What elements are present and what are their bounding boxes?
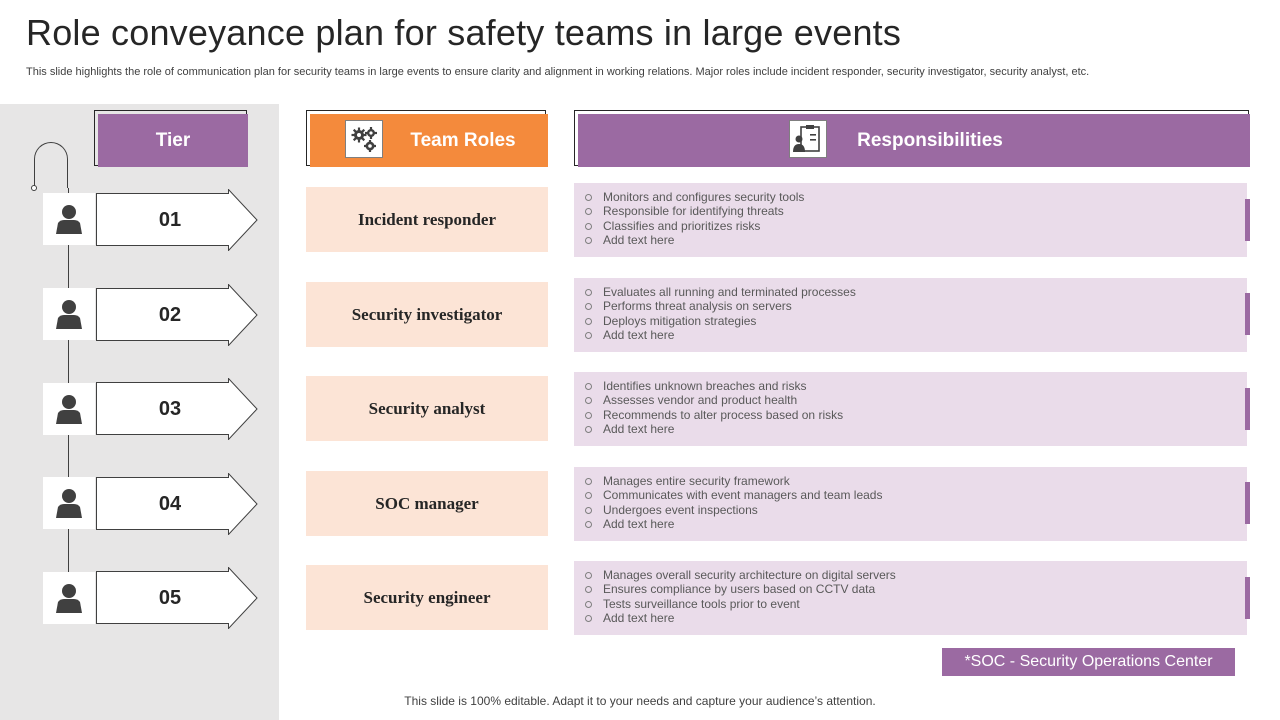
timeline-start-dot — [31, 185, 37, 191]
responsibility-tab — [1245, 388, 1250, 430]
tier-header-label: Tier — [155, 129, 191, 151]
responsibility-item: Add text here — [603, 422, 1247, 436]
timeline-hook — [34, 142, 68, 188]
clipboard-person-icon — [789, 120, 827, 158]
responsibility-item: Add text here — [603, 233, 1247, 247]
responsibility-item: Classifies and prioritizes risks — [603, 219, 1247, 233]
responsibility-item: Undergoes event inspections — [603, 503, 1247, 517]
responsibility-item: Identifies unknown breaches and risks — [603, 379, 1247, 393]
team-role: Security analyst — [306, 376, 548, 441]
responsibility-item: Add text here — [603, 611, 1247, 625]
responsibility-item: Responsible for identifying threats — [603, 204, 1247, 218]
responsibilities-box — [574, 278, 1247, 352]
responsibilities-header — [578, 114, 1250, 167]
person-icon — [55, 488, 83, 518]
person-icon — [55, 583, 83, 613]
tier-avatar — [43, 477, 95, 529]
responsibility-item: Manages entire security framework — [603, 474, 1247, 488]
responsibilities-header-label: Responsibilities — [857, 129, 1003, 151]
responsibility-item: Deploys mitigation strategies — [603, 314, 1247, 328]
responsibility-item: Ensures compliance by users based on CCTV data — [603, 582, 1247, 596]
responsibilities-box — [574, 372, 1247, 446]
gears-icon — [345, 120, 383, 158]
tier-number: 02 — [158, 303, 182, 326]
footer-text: This slide is 100% editable. Adapt it to your needs and capture your audience’s attention. — [404, 694, 876, 708]
soc-note: *SOC - Security Operations Center — [942, 648, 1235, 676]
responsibility-item: Performs threat analysis on servers — [603, 299, 1247, 313]
tier-number: 04 — [158, 492, 182, 515]
person-icon — [55, 204, 83, 234]
page-title: Role conveyance plan for safety teams in large events — [26, 12, 902, 53]
responsibilities-box — [574, 467, 1247, 541]
tier-header — [98, 114, 248, 167]
tier-number: 01 — [158, 208, 182, 231]
responsibility-tab — [1245, 482, 1250, 524]
responsibility-item: Add text here — [603, 328, 1247, 342]
tier-number: 05 — [158, 586, 182, 609]
responsibility-item: Manages overall security architecture on digital servers — [603, 568, 1247, 582]
team-role: SOC manager — [306, 471, 548, 536]
tier-number: 03 — [158, 397, 182, 420]
responsibility-item: Evaluates all running and terminated processes — [603, 285, 1247, 299]
tier-avatar — [43, 383, 95, 435]
responsibility-item: Assesses vendor and product health — [603, 393, 1247, 407]
responsibility-item: Monitors and configures security tools — [603, 190, 1247, 204]
responsibility-item: Communicates with event managers and team leads — [603, 488, 1247, 502]
responsibility-item: Add text here — [603, 517, 1247, 531]
tier-avatar — [43, 193, 95, 245]
responsibility-tab — [1245, 199, 1250, 241]
page-subtitle: This slide highlights the role of communication plan for security teams in large events to ensure clarity and alignment in working relations. Major roles include incident responder, security investigator, security analyst, etc. — [26, 66, 1090, 78]
tier-avatar — [43, 288, 95, 340]
tier-avatar — [43, 572, 95, 624]
responsibilities-box — [574, 183, 1247, 257]
responsibility-item: Tests surveillance tools prior to event — [603, 597, 1247, 611]
team-role: Incident responder — [306, 187, 548, 252]
team-role: Security investigator — [306, 282, 548, 347]
team-role: Security engineer — [306, 565, 548, 630]
responsibilities-box — [574, 561, 1247, 635]
responsibility-tab — [1245, 577, 1250, 619]
person-icon — [55, 299, 83, 329]
responsibility-item: Recommends to alter process based on risks — [603, 408, 1247, 422]
roles-header-label: Team Roles — [410, 129, 516, 151]
person-icon — [55, 394, 83, 424]
responsibility-tab — [1245, 293, 1250, 335]
